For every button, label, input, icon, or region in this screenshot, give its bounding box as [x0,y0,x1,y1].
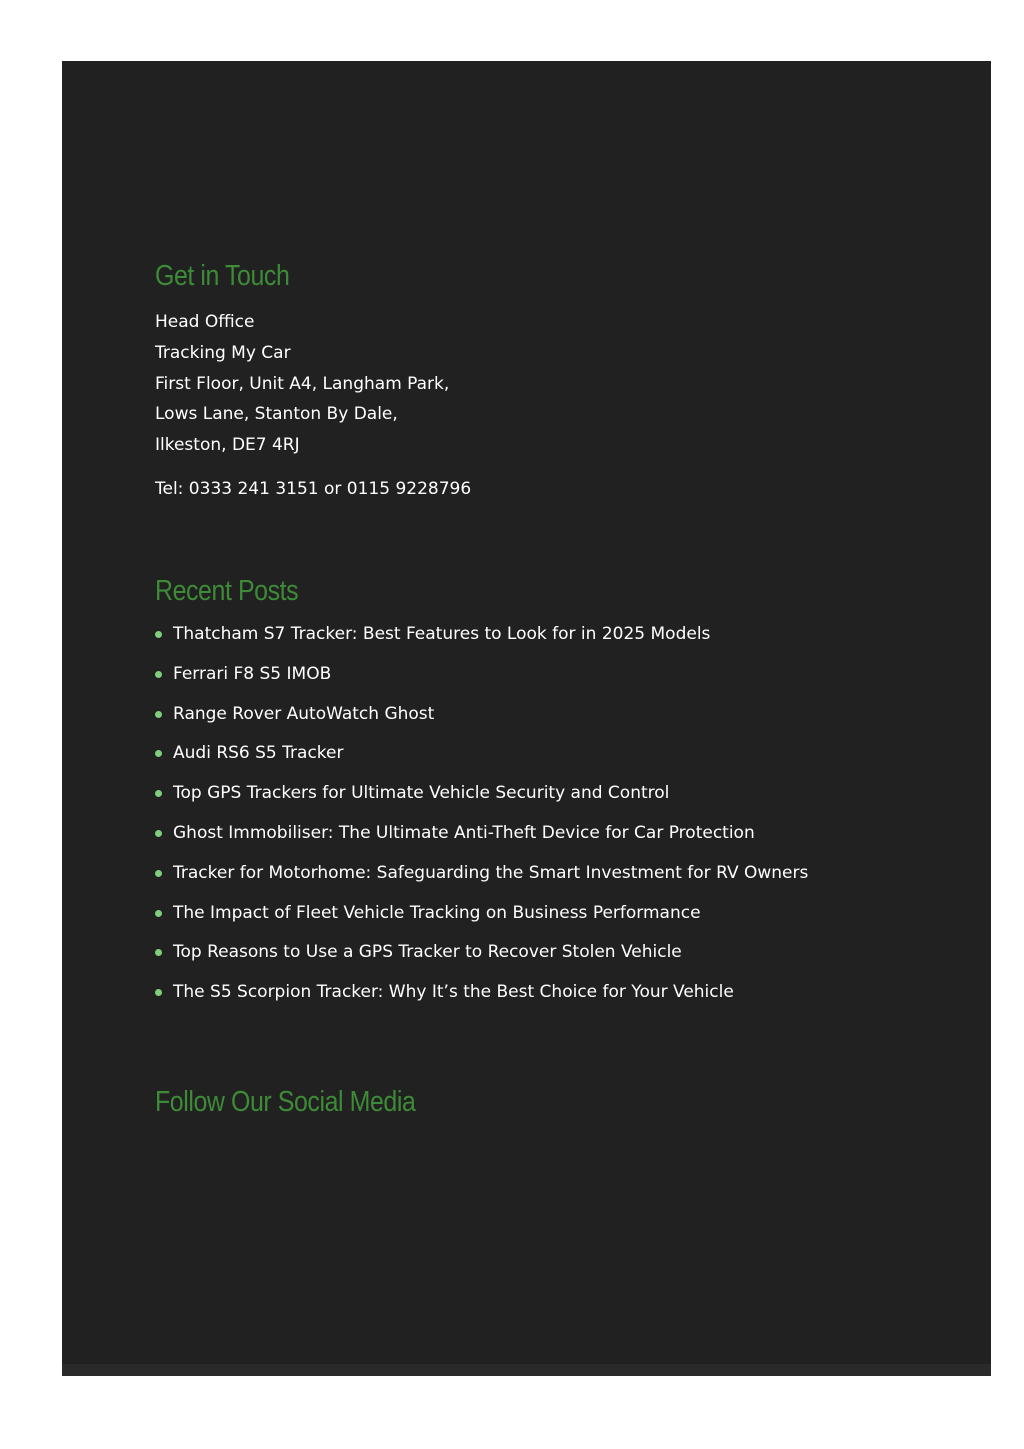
list-item [155,940,915,980]
bullet-icon [155,631,162,638]
post-link[interactable]: The S5 Scorpion Tracker: Why It’s the Best Choice for Your Vehicle [173,982,734,1003]
contact-address [155,307,915,461]
recent-posts-title: Recent Posts [155,575,299,607]
bullet-icon [155,830,162,837]
bullet-icon [155,671,162,678]
list-item [155,901,915,941]
bullet-icon [155,790,162,797]
list-item [155,702,915,742]
bullet-icon [155,750,162,757]
list-item [155,741,915,781]
contact-line-company: Tracking My Car [155,342,291,363]
post-link[interactable]: The Impact of Fleet Vehicle Tracking on Business Performance [173,902,701,923]
post-link[interactable]: Top Reasons to Use a GPS Tracker to Recover Stolen Vehicle [173,942,682,963]
bullet-icon [155,711,162,718]
bullet-icon [155,910,162,917]
contact-line-town: Ilkeston, DE7 4RJ [155,435,300,456]
bullet-icon [155,870,162,877]
bullet-icon [155,989,162,996]
contact-line-area: Lows Lane, Stanton By Dale, [155,404,398,425]
post-link[interactable]: Ferrari F8 S5 IMOB [173,663,332,684]
list-item [155,781,915,821]
list-item [155,622,915,662]
list-item [155,821,915,861]
post-link[interactable]: Ghost Immobiliser: The Ultimate Anti-Theft Device for Car Protection [173,822,755,843]
post-link[interactable]: Top GPS Trackers for Ultimate Vehicle Security and Control [173,783,670,804]
social-widget-title: Follow Our Social Media [155,1086,416,1118]
contact-telephone: Tel: 0333 241 3151 or 0115 9228796 [155,478,472,499]
post-link[interactable]: Audi RS6 S5 Tracker [173,743,344,764]
recent-posts-list [155,622,915,1020]
post-link[interactable]: Range Rover AutoWatch Ghost [173,703,435,724]
post-link[interactable]: Thatcham S7 Tracker: Best Features to Look for in 2025 Models [173,624,711,644]
list-item [155,662,915,702]
list-item [155,980,915,1020]
social-widget [155,1085,915,1119]
bullet-icon [155,949,162,956]
list-item [155,861,915,901]
post-link[interactable]: Tracker for Motorhome: Safeguarding the Smart Investment for RV Owners [173,862,809,883]
contact-line-street: First Floor, Unit A4, Langham Park, [155,373,450,394]
contact-line-office: Head Office [155,312,255,332]
contact-widget [155,259,915,499]
recent-posts-widget [155,574,915,1020]
footer-bottom-strip [62,1364,991,1376]
contact-widget-title: Get in Touch [155,260,290,292]
